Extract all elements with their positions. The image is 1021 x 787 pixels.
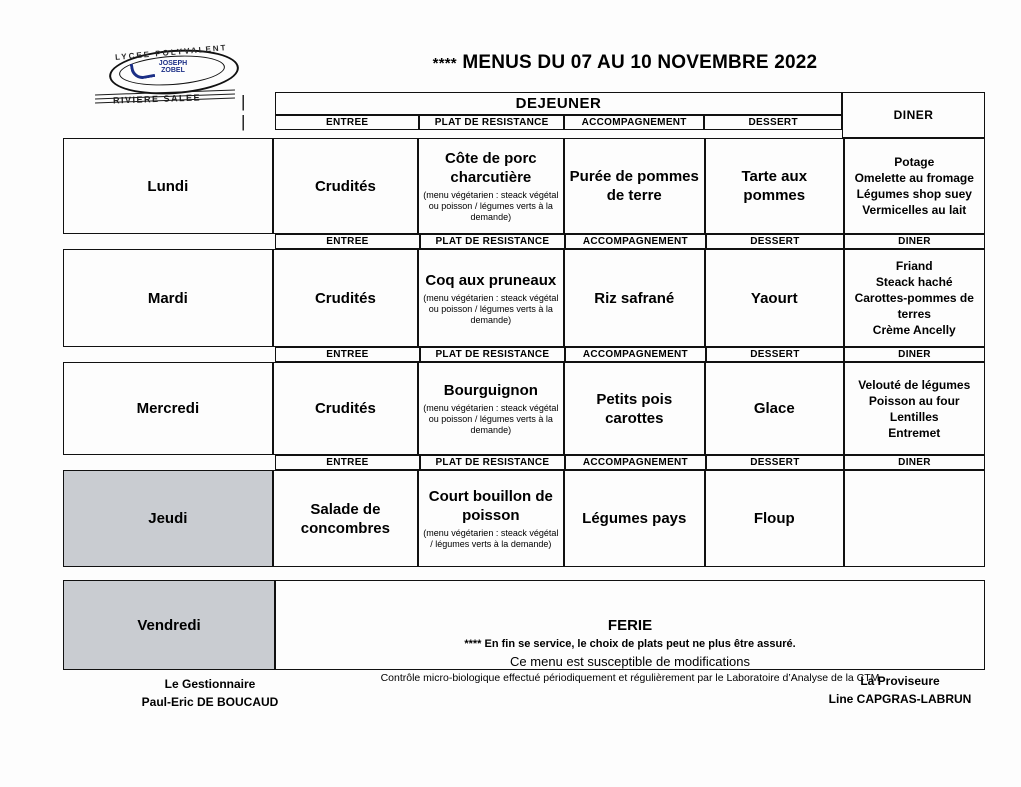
cell-entree-mercredi: Crudités	[273, 362, 418, 455]
column-header-diner-3: DINER	[844, 455, 985, 470]
cell-accompagnement-mardi: Riz safrané	[564, 249, 705, 347]
table-subheader-row	[275, 347, 985, 362]
cell-plat-mardi-main: Coq aux pruneaux	[425, 271, 557, 289]
cell-dessert-mercredi: Glace	[705, 362, 844, 455]
table-subheader-row	[275, 455, 985, 470]
cell-diner-mardi	[844, 249, 985, 347]
diner-line: Entremet	[888, 425, 941, 440]
table-row	[63, 470, 985, 567]
cell-diner-lundi	[844, 138, 985, 234]
cell-accompagnement-lundi: Purée de pommes de terre	[564, 138, 705, 234]
column-header-dessert-0: DESSERT	[704, 115, 842, 130]
diner-line: Vermicelles au lait	[862, 203, 967, 217]
cell-accompagnement-mercredi: Petits pois carottes	[564, 362, 705, 455]
column-header-plat-0: PLAT DE RESISTANCE	[419, 115, 563, 130]
cell-diner-mercredi	[844, 362, 985, 455]
diner-line: Crème Ancelly	[872, 323, 956, 337]
cell-plat-mercredi-note: (menu végétarien : steack végétal ou poisson / légumes verts à la demande)	[423, 403, 559, 435]
table-row	[63, 138, 985, 234]
column-header-dessert-3: DESSERT	[706, 455, 844, 470]
column-header-entree-3: ENTREE	[275, 455, 420, 470]
cell-plat-jeudi-main: Court bouillon de poisson	[428, 488, 553, 524]
cell-plat-jeudi	[418, 470, 563, 567]
diner-line: Steack haché	[875, 275, 953, 289]
title-text: MENUS DU 07 AU 10 NOVEMBRE 2022	[462, 52, 818, 73]
column-header-entree-1: ENTREE	[275, 234, 420, 249]
day-label-mardi: Mardi	[63, 249, 273, 347]
column-header-dessert-1: DESSERT	[706, 234, 844, 249]
column-header-accompagnement-1: ACCOMPAGNEMENT	[565, 234, 706, 249]
signature-gestionnaire	[85, 675, 335, 711]
diner-line: Omelette au fromage	[854, 171, 974, 185]
row-spacer	[63, 567, 985, 580]
column-header-accompagnement-3: ACCOMPAGNEMENT	[565, 455, 706, 470]
diner-line: Carottes-pommes de terres	[854, 291, 974, 321]
diner-line: Friand	[895, 259, 933, 273]
table-row	[63, 249, 985, 347]
cell-dessert-mardi: Yaourt	[705, 249, 844, 347]
cell-plat-lundi-note: (menu végétarien : steack végétal ou poisson / légumes verts à la demande)	[423, 190, 559, 222]
cell-diner-jeudi	[844, 470, 985, 567]
column-header-entree-2: ENTREE	[275, 347, 420, 362]
table-banner-row	[275, 92, 985, 138]
diner-line: Potage	[894, 155, 935, 169]
cell-entree-mardi: Crudités	[273, 249, 418, 347]
menu-table	[63, 92, 985, 670]
signature-proviseure	[790, 672, 1010, 708]
title-stars: ****	[432, 55, 457, 72]
day-label-jeudi: Jeudi	[63, 470, 273, 567]
logo-center-text: JOSEPH ZOBEL	[158, 60, 188, 74]
column-header-dessert-2: DESSERT	[706, 347, 844, 362]
cell-ferie-label: FERIE	[275, 580, 985, 670]
cell-plat-mercredi	[418, 362, 563, 455]
signature-gestionnaire-role: Le Gestionnaire	[164, 677, 256, 691]
signature-gestionnaire-name: Paul-Eric DE BOUCAUD	[141, 695, 279, 709]
banner-diner: DINER	[842, 92, 985, 138]
diner-line: Velouté de légumes	[858, 377, 971, 392]
footnote-service: **** En fin se service, le choix de plats peut ne plus être assuré.	[464, 638, 796, 650]
cell-plat-mercredi-main: Bourguignon	[443, 382, 538, 399]
banner-dejeuner: DEJEUNER	[275, 92, 842, 115]
column-header-plat-1: PLAT DE RESISTANCE	[420, 234, 565, 249]
column-header-accompagnement-0: ACCOMPAGNEMENT	[564, 115, 705, 130]
footnote-control: Contrôle micro-biologique effectué périodiquement et régulièrement par le Laboratoire d’Analyse de la CTM	[380, 672, 880, 684]
cell-plat-mardi-note: (menu végétarien : steack végétal ou poisson / légumes verts à la demande)	[423, 292, 559, 325]
diner-line: Lentilles	[889, 409, 939, 424]
logo-top-text: LYCEE POLYVALENT	[114, 43, 228, 62]
day-label-lundi: Lundi	[63, 138, 273, 234]
cell-accompagnement-jeudi: Légumes pays	[564, 470, 705, 567]
cell-entree-jeudi: Salade de concombres	[273, 470, 418, 567]
signature-proviseure-name: Line CAPGRAS-LABRUN	[828, 692, 972, 706]
table-subheader-row	[275, 234, 985, 249]
cell-dessert-lundi: Tarte aux pommes	[705, 138, 844, 234]
logo-bars-icon: | |	[241, 92, 248, 131]
footnote-modifications: Ce menu est susceptible de modifications	[510, 654, 750, 669]
page-title	[300, 52, 950, 74]
column-header-plat-3: PLAT DE RESISTANCE	[420, 455, 565, 470]
column-header-accompagnement-2: ACCOMPAGNEMENT	[565, 347, 706, 362]
cell-entree-lundi: Crudités	[273, 138, 418, 234]
diner-line: Légumes shop suey	[856, 187, 972, 201]
cell-plat-jeudi-note: (menu végétarien : steack végétal / légumes verts à la demande)	[423, 528, 559, 549]
day-label-mercredi: Mercredi	[63, 362, 273, 455]
cell-dessert-jeudi: Floup	[705, 470, 844, 567]
column-header-diner-2: DINER	[844, 347, 985, 362]
signature-proviseure-role: La Proviseure	[860, 674, 940, 688]
cell-plat-lundi	[418, 138, 563, 234]
cell-plat-mardi	[418, 249, 563, 347]
diner-line: Poisson au four	[868, 393, 960, 408]
table-row	[63, 362, 985, 455]
day-label-vendredi: Vendredi	[63, 580, 275, 670]
logo-bottom-text: RIVIERE SALEE	[112, 92, 202, 106]
column-header-plat-2: PLAT DE RESISTANCE	[420, 347, 565, 362]
cell-plat-lundi-main: Côte de porc charcutière	[444, 150, 537, 186]
column-header-entree-0: ENTREE	[275, 115, 419, 130]
column-header-diner-1: DINER	[844, 234, 985, 249]
